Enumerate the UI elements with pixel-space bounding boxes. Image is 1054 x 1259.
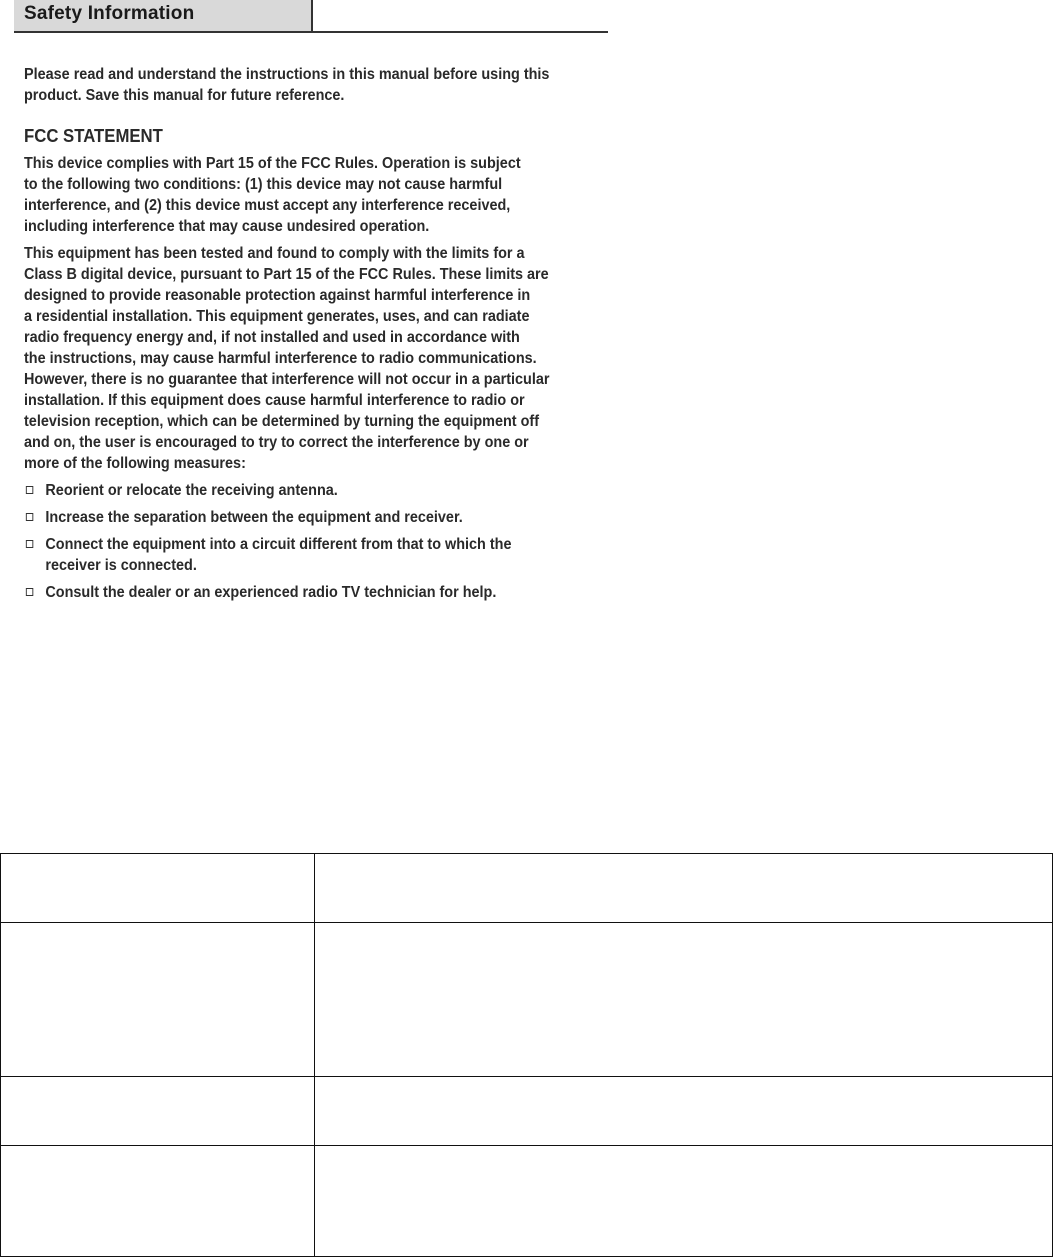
text-line: Reorient or relocate the receiving antenna. <box>45 482 338 499</box>
table-row <box>1 1077 1053 1146</box>
list-item <box>24 534 582 576</box>
list-item <box>24 582 582 603</box>
table-cell <box>1 854 315 923</box>
text-line: Increase the separation between the equipment and receiver. <box>45 509 463 526</box>
text-line: Connect the equipment into a circuit different from that to which the <box>45 536 512 553</box>
text-line: This device complies with Part 15 of the FCC Rules. Operation is subject <box>24 155 521 172</box>
table-cell <box>315 854 1053 923</box>
text-line: television reception, which can be determined by turning the equipment off <box>24 413 540 430</box>
table-cell <box>315 923 1053 1077</box>
text-line: However, there is no guarantee that interference will not occur in a particular <box>24 371 550 388</box>
text-line: installation. If this equipment does cause harmful interference to radio or <box>24 392 525 409</box>
measures-list <box>24 480 582 603</box>
text-line: the instructions, may cause harmful interference to radio communications. <box>24 350 537 367</box>
fcc-heading: FCC STATEMENT <box>24 126 163 146</box>
table-row <box>1 923 1053 1077</box>
text-line: Consult the dealer or an experienced radio TV technician for help. <box>45 584 497 601</box>
text-line: receiver is connected. <box>45 557 197 574</box>
text-line: product. Save this manual for future reference. <box>24 87 345 104</box>
table-row <box>1 1146 1053 1257</box>
checkbox-bullet-icon <box>26 540 33 548</box>
checkbox-bullet-icon <box>26 588 33 596</box>
table-cell <box>1 923 315 1077</box>
text-line: designed to provide reasonable protection against harmful interference in <box>24 287 531 304</box>
table-cell <box>315 1077 1053 1146</box>
document-body <box>24 64 582 609</box>
empty-table <box>0 853 1053 1257</box>
text-line: a residential installation. This equipment generates, uses, and can radiate <box>24 308 530 325</box>
text-line: and on, the user is encouraged to try to correct the interference by one or <box>24 434 529 451</box>
section-header-tab <box>14 0 313 31</box>
list-item <box>24 480 582 501</box>
text-line: including interference that may cause undesired operation. <box>24 218 430 235</box>
text-line: radio frequency energy and, if not installed and used in accordance with <box>24 329 520 346</box>
text-line: more of the following measures: <box>24 455 246 472</box>
checkbox-bullet-icon <box>26 486 33 494</box>
list-item <box>24 507 582 528</box>
section-title: Safety Information <box>24 3 195 24</box>
table-cell <box>315 1146 1053 1257</box>
fcc-paragraph-1 <box>24 153 582 237</box>
table-row <box>1 854 1053 923</box>
section-header <box>14 0 608 33</box>
text-line: to the following two conditions: (1) this device may not cause harmful <box>24 176 503 193</box>
text-line: Class B digital device, pursuant to Part 15 of the FCC Rules. These limits are <box>24 266 549 283</box>
text-line: Please read and understand the instructions in this manual before using this <box>24 66 550 83</box>
intro-paragraph <box>24 64 582 106</box>
text-line: This equipment has been tested and found to comply with the limits for a <box>24 245 525 262</box>
checkbox-bullet-icon <box>26 513 33 521</box>
table-cell <box>1 1077 315 1146</box>
table-cell <box>1 1146 315 1257</box>
fcc-paragraph-2 <box>24 243 582 474</box>
text-line: interference, and (2) this device must accept any interference received, <box>24 197 511 214</box>
